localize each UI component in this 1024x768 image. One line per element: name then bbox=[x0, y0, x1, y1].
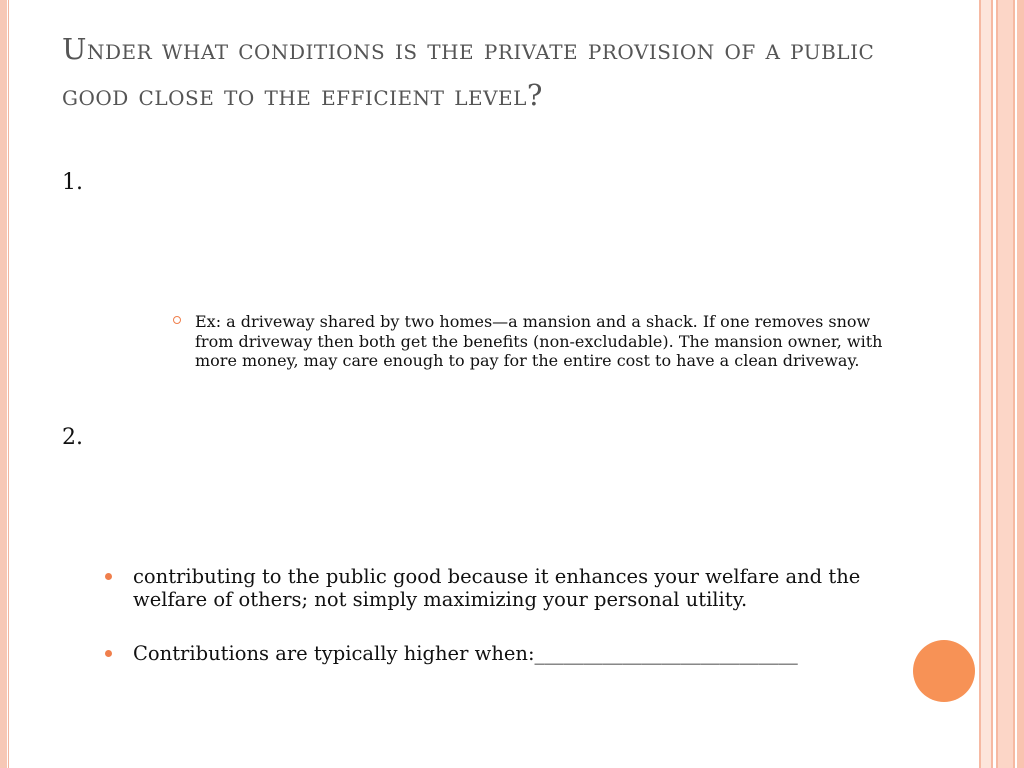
item-number-2: 2. bbox=[62, 425, 83, 450]
sub-bullet-text: Ex: a driveway shared by two homes—a mansion and a shack. If one removes snow from driveway then both get the benefits (non-excludable). The mansion owner, with more money, may care enough to pay for the entire cost to have a clean driveway. bbox=[195, 312, 883, 370]
left-border-line bbox=[8, 0, 9, 768]
bullet-text: Contributions are typically higher when:___________________________ bbox=[133, 642, 798, 665]
bullet-contributions bbox=[104, 642, 904, 665]
hollow-bullet-icon bbox=[171, 312, 195, 371]
slide-title: Under what conditions is the private provision of a public good close to the efficient level? bbox=[62, 32, 875, 112]
bullet-dot-icon bbox=[104, 642, 133, 665]
decorative-circle bbox=[913, 640, 975, 702]
item-number-1: 1. bbox=[62, 170, 83, 195]
bullet-contributing bbox=[104, 565, 904, 611]
bullet-dot-icon bbox=[104, 565, 133, 611]
sub-bullet-example bbox=[171, 312, 901, 371]
right-border-stripes bbox=[977, 0, 1024, 768]
left-border-stripe bbox=[0, 0, 7, 768]
bullet-text: contributing to the public good because it enhances your welfare and the welfare of others; not simply maximizing your personal utility. bbox=[133, 565, 861, 611]
